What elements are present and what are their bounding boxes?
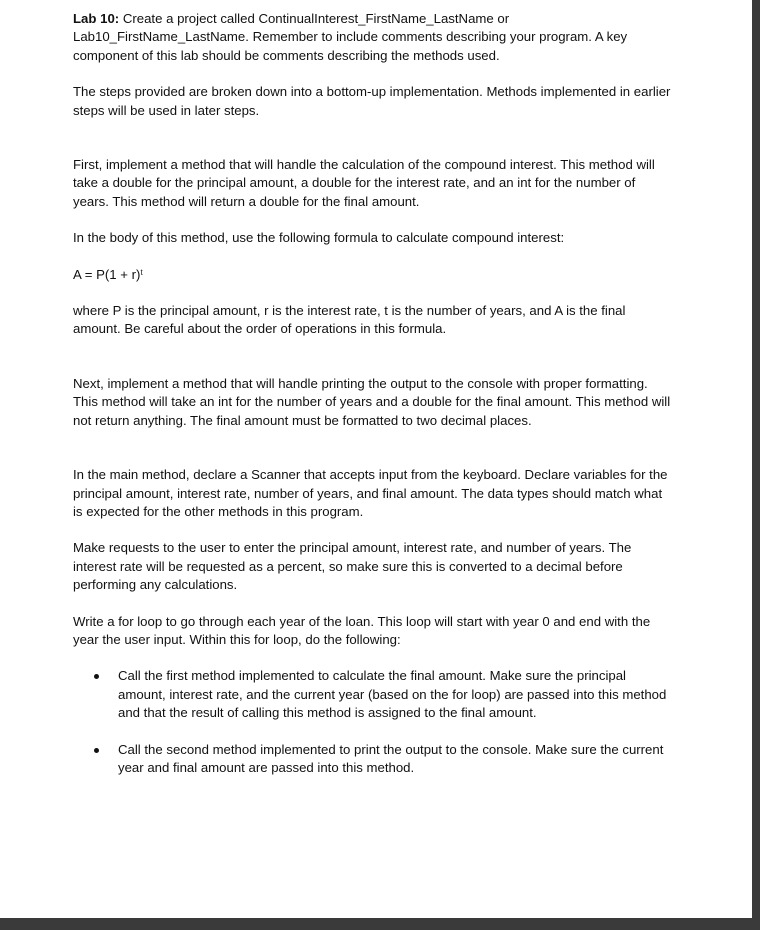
intro-text: Create a project called ContinualInterest_FirstName_LastName or Lab10_FirstName_LastName. Remember to include comments describing your program. A key component of this lab should be comments describing the methods used. (73, 11, 628, 63)
list-item-text: Call the second method implemented to print the output to the console. Make sure the current year and final amount are passed into this method. (118, 741, 664, 775)
list-item (73, 741, 673, 778)
for-loop-paragraph: Write a for loop to go through each year of the loan. This loop will start with year 0 and end with the year the user input. Within this for loop, do the following: (73, 613, 651, 647)
list-item (73, 667, 673, 722)
page-shadow-bottom (0, 918, 760, 930)
bullet-icon (94, 748, 99, 753)
formula-base: A = P(1 + r) (73, 266, 141, 282)
bullet-icon (94, 674, 99, 679)
formula (73, 266, 673, 284)
page-shadow-right (752, 0, 760, 930)
formula-exponent: t (140, 267, 143, 277)
list-item-text: Call the first method implemented to calculate the final amount. Make sure the principal amount, interest rate, and the current year (based on the for loop) are passed into this method and that the result of calling this method is assigned to the final amount. (118, 668, 667, 721)
steps-paragraph: The steps provided are broken down into a bottom-up implementation. Methods implemented in earlier steps will be used in later steps. (73, 84, 671, 118)
second-method-paragraph: Next, implement a method that will handle printing the output to the console with proper formatting. This method will take an int for the number of years and a double for the final amount. This method will not return anything. The final amount must be formatted to two decimal places. (73, 375, 671, 428)
lab-label: Lab 10: (73, 11, 120, 26)
user-input-paragraph: Make requests to the user to enter the principal amount, interest rate, and number of years. The interest rate will be requested as a percent, so make sure this is converted to a decimal before performing any calculations. (73, 540, 632, 593)
formula-intro-paragraph: In the body of this method, use the following formula to calculate compound interest: (73, 230, 565, 246)
first-method-paragraph: First, implement a method that will handle the calculation of the compound interest. This method will take a double for the principal amount, a double for the interest rate, and an int for the number of years. This method will return a double for the final amount. (73, 157, 655, 209)
formula-explanation-paragraph: where P is the principal amount, r is the interest rate, t is the number of years, and A is the final amount. Be careful about the order of operations in this formula. (73, 303, 626, 337)
main-method-paragraph: In the main method, declare a Scanner that accepts input from the keyboard. Declare variables for the principal amount, interest rate, number of years, and final amount. The data types should match what is expected for the other methods in this program. (73, 467, 668, 519)
loop-steps-list (73, 667, 673, 777)
document-body (73, 10, 673, 777)
intro-paragraph (73, 10, 673, 65)
